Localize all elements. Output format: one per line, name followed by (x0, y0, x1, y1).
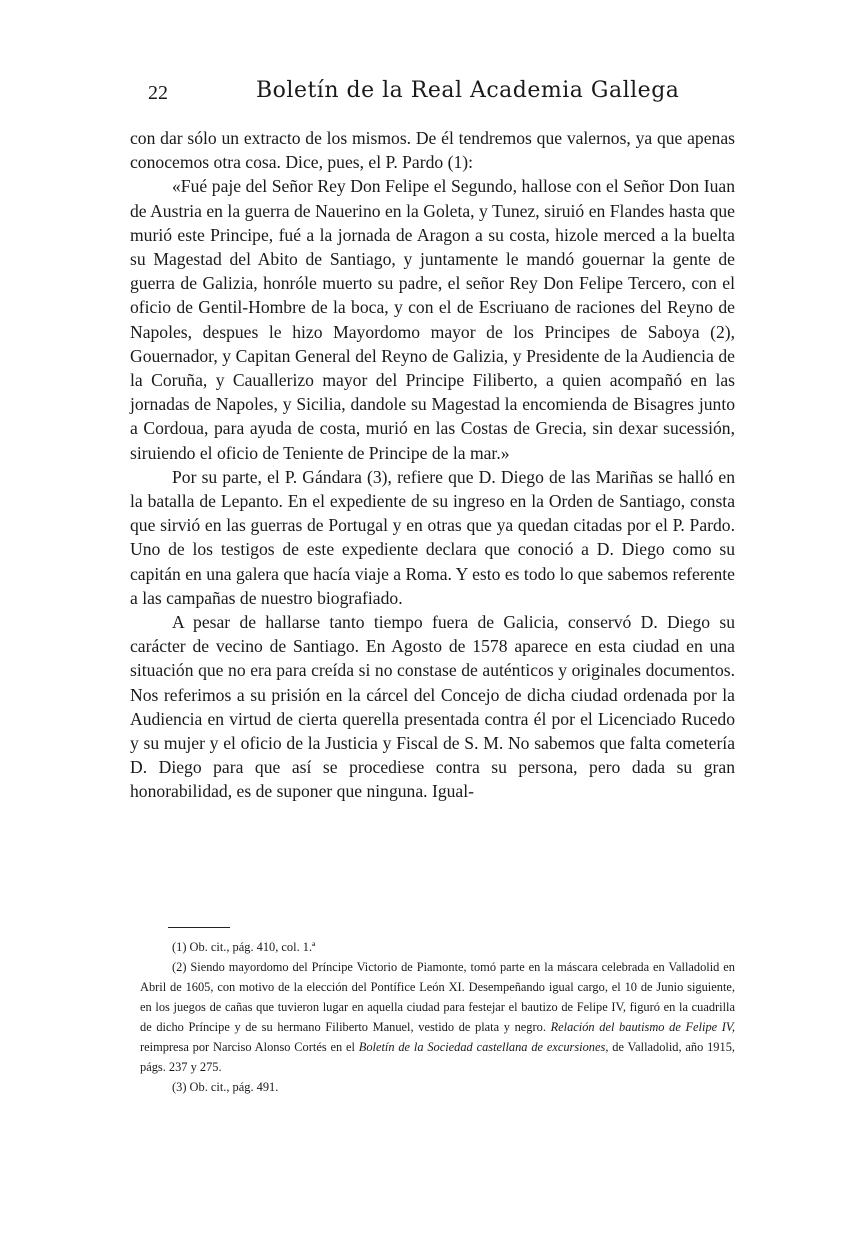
footnote-2-text-b: reimpresa por Narciso Alonso Cortés en el (140, 1040, 355, 1054)
footnote-2-text: (2) Siendo mayordomo del Príncipe Victorio de Piamonte, tomó parte en la máscara celebrada en Valladolid en Abril de 1605, con motivo de la elección del Pontífice León XI. Desempeñando igual cargo, el 10 de Junio siguiente, en los juegos de cañas que tuvieron lugar en aquella ciudad para festejar el bautizo de Felipe IV, figuró en la cuadrilla de dicho Príncipe y de su hermano Filiberto Manuel, vestido de plata y negro. (140, 960, 735, 1034)
footnote-2-text-c: de Valladolid, año 1915, págs. 237 y 275. (140, 1040, 735, 1074)
footnote-1: (1) Ob. cit., pág. 410, col. 1.ª (172, 940, 316, 954)
body-text (130, 126, 735, 804)
paragraph-1: con dar sólo un extracto de los mismos. De él tendremos que valernos, ya que apenas conocemos otra cosa. Dice, pues, el P. Pardo (1): (130, 128, 735, 173)
paragraph-2-quote: «Fué paje del Señor Rey Don Felipe el Segundo, hallose con el Señor Don Iuan de Austria en la guerra de Nauerino en la Goleta, y Tunez, siruió en Flandes hasta que murió este Principe, fué a la jornada de Aragon a su costa, hizole merced a la buelta su Magestad del Abito de Santiago, y juntamente le mandó gouernar la gente de guerra de Galizia, honróle muerto su padre, el señor Rey Don Felipe Tercero, con el oficio de Gentil-Hombre de la boca, y con el de Escriuano de raciones del Reyno de Napoles, despues le hizo Mayordomo mayor de los Principes de Saboya (2), Gouernador, y Capitan General del Reyno de Galizia, y Presidente de la Audiencia de la Coruña, y Cauallerizo mayor del Principe Filiberto, a quien acompañó en las jornadas de Napoles, y Sicilia, dandole su Magestad la encomienda de Bisagres junto a Cordoua, para ayuda de costa, murió en las Costas de Grecia, sin dexar sucessión, siruiendo el oficio de Teniente de Principe de la mar.» (130, 176, 735, 463)
footnote-2-title-2: Boletín de la Sociedad castellana de excursiones, (358, 1040, 609, 1054)
paragraph-4: A pesar de hallarse tanto tiempo fuera de Galicia, conservó D. Diego su carácter de vecino de Santiago. En Agosto de 1578 aparece en esta ciudad en una situación que no era para creída si no constase de auténticos y originales documentos. Nos referimos a su prisión en la cárcel del Concejo de dicha ciudad ordenada por la Audiencia en virtud de cierta querella presentada contra él por el Licenciado Rucedo y su mujer y el oficio de la Justicia y Fiscal de S. M. No sabemos que falta cometería D. Diego para que así se procediese contra su persona, pero dada su gran honorabilidad, es de suponer que ninguna. Igual- (130, 612, 735, 802)
page-header (128, 78, 738, 110)
footnote-divider (168, 927, 230, 928)
running-title: Boletín de la Real Academia Gallega (256, 78, 680, 103)
footnote-2-title-1: Relación del bautismo de Felipe IV, (550, 1020, 735, 1034)
footnote-2 (140, 957, 735, 1077)
page-number: 22 (148, 82, 168, 104)
paragraph-3: Por su parte, el P. Gándara (3), refiere que D. Diego de las Mariñas se halló en la batalla de Lepanto. En el expediente de su ingreso en la Orden de Santiago, consta que sirvió en las guerras de Portugal y en otras que ya quedan citadas por el P. Pardo. Uno de los testigos de este expediente declara que conoció a D. Diego como su capitán en una galera que hacía viaje a Roma. Y esto es todo lo que sabemos referente a las campañas de nuestro biografiado. (130, 466, 735, 608)
footnotes (140, 937, 735, 1097)
footnote-3: (3) Ob. cit., pág. 491. (172, 1080, 279, 1094)
